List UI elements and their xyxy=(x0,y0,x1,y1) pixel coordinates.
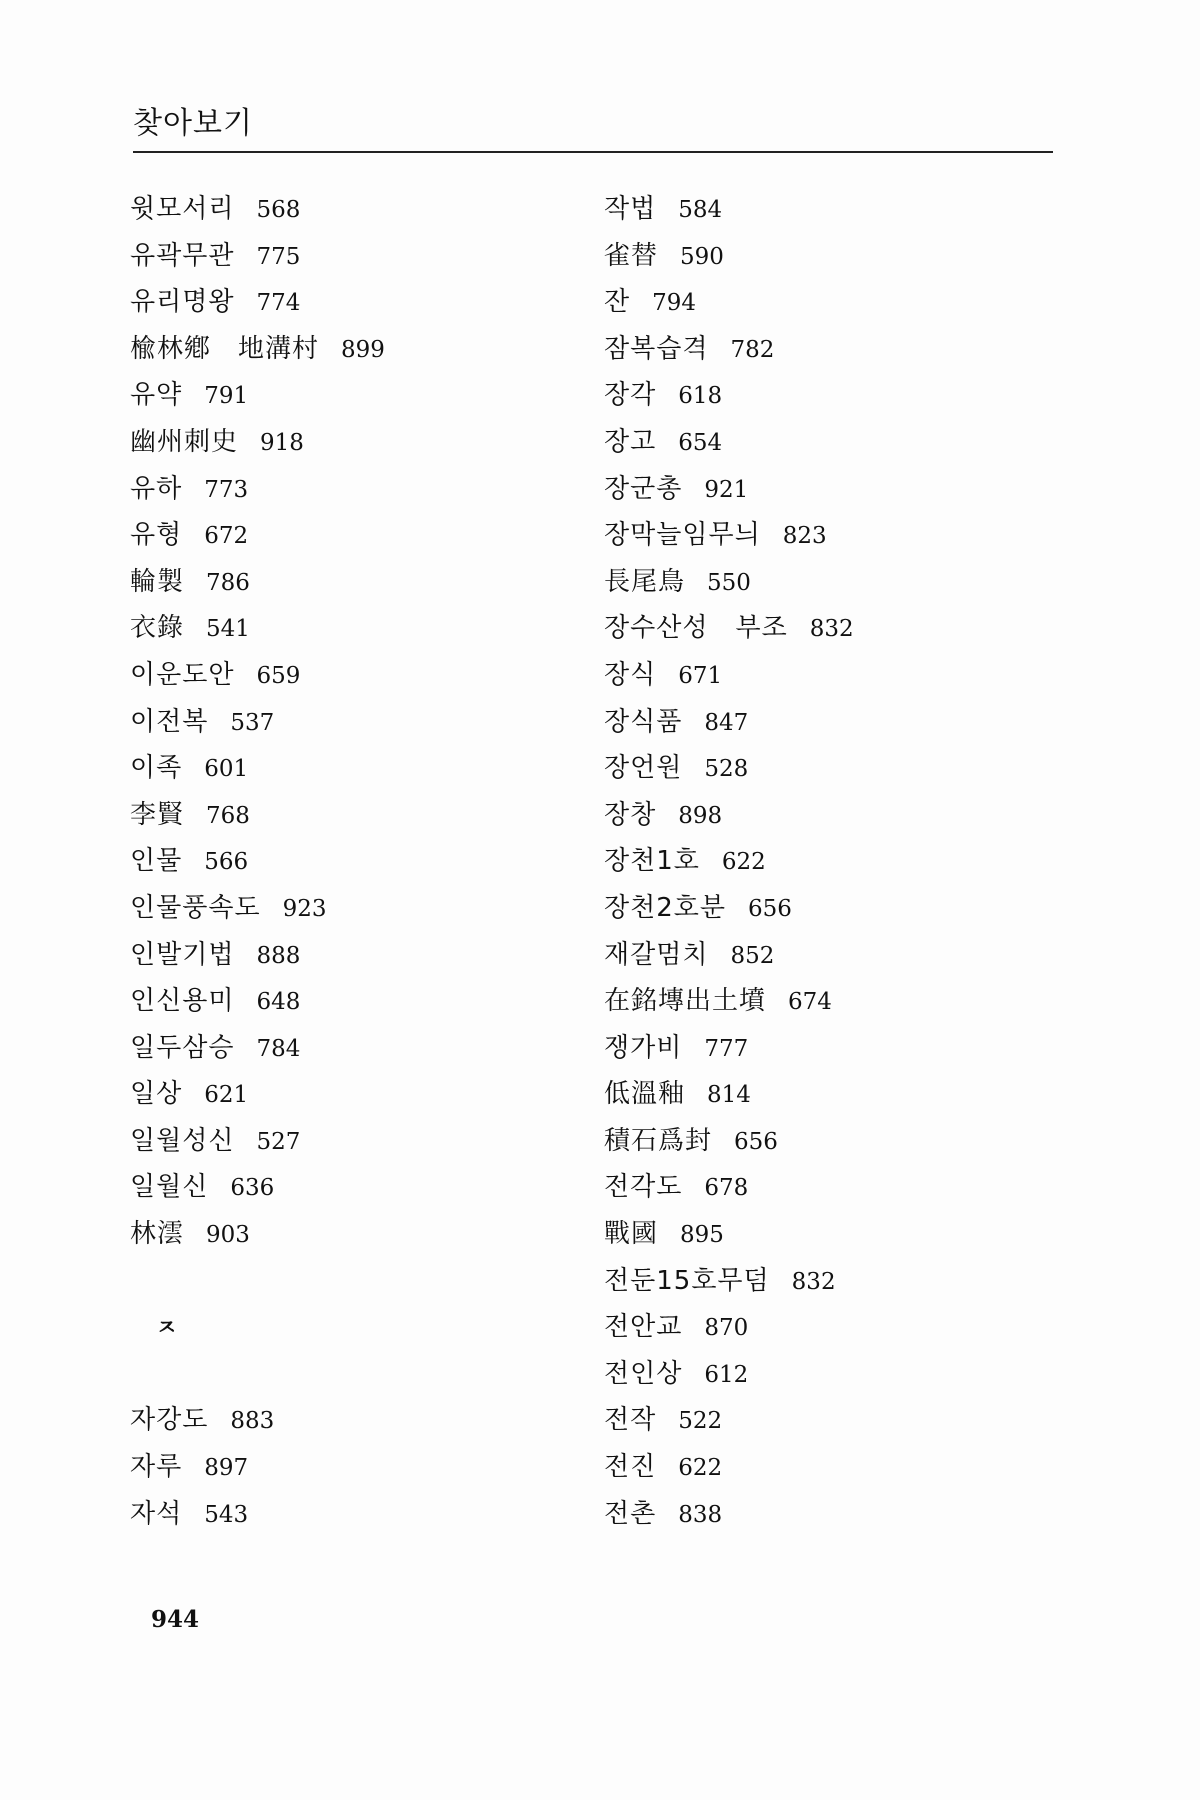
index-column-left xyxy=(130,186,570,1537)
index-page-ref: 618 xyxy=(678,383,723,410)
index-entry xyxy=(604,1444,1084,1491)
index-entry xyxy=(604,652,1084,699)
index-entry xyxy=(130,932,570,979)
index-page-ref: 832 xyxy=(791,1268,836,1295)
index-term: 장고 xyxy=(604,426,657,457)
index-term: 유하 xyxy=(130,473,183,504)
index-entry xyxy=(604,1491,1084,1538)
index-entry xyxy=(604,699,1084,746)
index-page-ref: 791 xyxy=(204,383,249,410)
index-entry xyxy=(130,326,570,373)
index-term: 유형 xyxy=(130,520,183,551)
index-term: 전촌 xyxy=(604,1498,657,1529)
index-entry xyxy=(604,1164,1084,1211)
index-term: 인발기법 xyxy=(130,939,235,970)
index-page-ref: 568 xyxy=(256,197,301,223)
index-page-ref: 773 xyxy=(204,476,249,503)
index-entry xyxy=(604,792,1084,839)
index-page-ref: 921 xyxy=(704,476,749,503)
index-entry xyxy=(130,652,570,699)
index-term: 쟁가비 xyxy=(604,1032,683,1063)
index-entry xyxy=(604,1071,1084,1118)
index-page-ref: 774 xyxy=(256,290,301,317)
index-page-ref: 541 xyxy=(206,616,250,643)
index-entry xyxy=(130,233,570,280)
index-term: 장수산성 부조 xyxy=(604,613,788,644)
index-term: 재갈멈치 xyxy=(604,939,709,970)
index-term: 장천1호 xyxy=(604,846,700,877)
index-term: 유약 xyxy=(130,380,183,411)
index-entry xyxy=(604,279,1084,326)
index-term: 雀替 xyxy=(604,240,659,271)
index-page-ref: 888 xyxy=(256,942,301,969)
index-column-right xyxy=(604,186,1084,1537)
index-page-ref: 674 xyxy=(788,989,832,1016)
index-term: 인신용미 xyxy=(130,986,235,1017)
index-entry xyxy=(604,1397,1084,1444)
index-page-ref: 903 xyxy=(206,1222,250,1249)
index-page-ref: 659 xyxy=(256,662,301,689)
index-term: 楡林鄕 地溝村 xyxy=(130,333,320,364)
index-page-ref: 622 xyxy=(678,1455,723,1482)
index-page-ref: 895 xyxy=(680,1222,724,1249)
index-section-heading xyxy=(130,1304,570,1351)
index-term: 유리명왕 xyxy=(130,287,235,318)
index-term: 윗모서리 xyxy=(130,194,235,224)
index-entry xyxy=(604,559,1084,606)
index-entry xyxy=(130,1118,570,1165)
index-entry xyxy=(604,745,1084,792)
index-page-ref: 648 xyxy=(256,989,301,1016)
index-term: 이족 xyxy=(130,753,183,784)
index-entry xyxy=(604,1304,1084,1351)
index-entry xyxy=(604,233,1084,280)
index-page-ref: 543 xyxy=(204,1501,249,1528)
index-entry xyxy=(604,186,1084,233)
index-page-ref: 782 xyxy=(730,336,775,363)
index-entry xyxy=(130,279,570,326)
index-term: 장언원 xyxy=(604,753,683,784)
index-entry xyxy=(130,1444,570,1491)
index-entry xyxy=(130,1164,570,1211)
index-entry xyxy=(130,1397,570,1444)
page-number: 944 xyxy=(151,1606,200,1633)
index-term: 輪製 xyxy=(130,566,185,597)
index-page-ref: 656 xyxy=(734,1128,778,1155)
index-entry xyxy=(130,1491,570,1538)
index-page-ref: 897 xyxy=(204,1455,249,1482)
index-entry xyxy=(604,978,1084,1025)
header-rule xyxy=(133,151,1053,153)
index-page-ref: 870 xyxy=(704,1315,749,1342)
index-entry xyxy=(130,512,570,559)
index-page-ref: 672 xyxy=(204,523,249,550)
index-entry xyxy=(130,838,570,885)
index-term: 일상 xyxy=(130,1079,183,1110)
index-page-ref: 622 xyxy=(721,849,766,876)
index-entry xyxy=(130,978,570,1025)
index-page-ref: 899 xyxy=(341,336,385,363)
index-page-ref: 636 xyxy=(230,1175,275,1202)
index-term: 일두삼승 xyxy=(130,1032,235,1063)
index-page-ref: 671 xyxy=(678,662,723,689)
index-term: 林澐 xyxy=(130,1219,185,1250)
index-entry xyxy=(604,1025,1084,1072)
index-term: 전각도 xyxy=(604,1172,683,1203)
index-entry xyxy=(604,1351,1084,1398)
index-term: 장군총 xyxy=(604,473,683,504)
index-page-ref: 794 xyxy=(652,290,697,317)
index-term: 전인상 xyxy=(604,1358,683,1389)
index-page-ref: 847 xyxy=(704,709,749,736)
index-spacer xyxy=(130,1258,570,1305)
index-entry xyxy=(604,1258,1084,1305)
index-term: 長尾鳥 xyxy=(604,566,686,597)
index-entry xyxy=(130,186,570,233)
index-page-ref: 784 xyxy=(256,1035,301,1062)
index-term: 이운도안 xyxy=(130,659,235,690)
index-term: 장식품 xyxy=(604,706,683,737)
index-page-ref: 852 xyxy=(730,942,775,969)
index-page-ref: 528 xyxy=(704,756,749,783)
index-term: 장식 xyxy=(604,659,657,690)
index-page-ref: 786 xyxy=(206,569,250,596)
index-term: 인물풍속도 xyxy=(130,892,261,923)
index-page-ref: 537 xyxy=(230,709,275,736)
index-term: 자루 xyxy=(130,1452,183,1483)
index-page-ref: 654 xyxy=(678,429,723,456)
index-term: 자석 xyxy=(130,1498,183,1529)
index-page-ref: 621 xyxy=(204,1082,249,1109)
index-page-ref: 832 xyxy=(809,616,854,643)
index-entry xyxy=(130,419,570,466)
index-entry xyxy=(130,699,570,746)
index-entry xyxy=(604,326,1084,373)
index-term: 전둔15호무덤 xyxy=(604,1265,770,1296)
index-entry xyxy=(130,1071,570,1118)
index-page-ref: 550 xyxy=(707,569,751,596)
index-page-ref: 883 xyxy=(230,1408,275,1435)
index-spacer xyxy=(130,1351,570,1398)
index-page-ref: 522 xyxy=(678,1408,723,1435)
index-term: 장막늘임무늬 xyxy=(604,520,761,551)
index-page-ref: 612 xyxy=(704,1361,749,1388)
index-term: 작법 xyxy=(604,194,657,224)
index-page-ref: 601 xyxy=(204,756,249,783)
index-entry xyxy=(130,1211,570,1258)
index-page-ref: 838 xyxy=(678,1501,723,1528)
index-page-ref: 527 xyxy=(256,1128,301,1155)
index-term: 잠복습격 xyxy=(604,333,709,364)
index-page-ref: 923 xyxy=(282,895,327,922)
index-entry xyxy=(604,605,1084,652)
index-entry xyxy=(604,466,1084,513)
index-term: 積石爲封 xyxy=(604,1125,713,1156)
section-letter: ㅈ xyxy=(156,1316,179,1342)
index-term: 전안교 xyxy=(604,1312,683,1343)
index-entry xyxy=(130,372,570,419)
index-term: 低溫釉 xyxy=(604,1079,686,1110)
index-page-ref: 823 xyxy=(782,523,827,550)
index-entry xyxy=(604,932,1084,979)
index-entry xyxy=(130,1025,570,1072)
index-page-ref: 918 xyxy=(260,429,304,456)
index-term: 장각 xyxy=(604,380,657,411)
index-term: 장천2호분 xyxy=(604,892,727,923)
index-term: 전작 xyxy=(604,1405,657,1436)
index-term: 자강도 xyxy=(130,1405,209,1436)
index-term: 일월신 xyxy=(130,1172,209,1203)
index-entry xyxy=(604,372,1084,419)
index-term: 장창 xyxy=(604,799,657,830)
index-entry xyxy=(130,745,570,792)
index-page-ref: 584 xyxy=(678,197,723,223)
index-entry xyxy=(604,885,1084,932)
index-entry xyxy=(130,605,570,652)
index-entry xyxy=(604,419,1084,466)
index-term: 이전복 xyxy=(130,706,209,737)
running-head-title: 찾아보기 xyxy=(133,106,253,141)
index-term: 유곽무관 xyxy=(130,240,235,271)
index-page-ref: 590 xyxy=(680,243,724,270)
index-term: 李賢 xyxy=(130,799,185,830)
index-page-ref: 777 xyxy=(704,1035,749,1062)
index-entry xyxy=(604,838,1084,885)
index-page-ref: 768 xyxy=(206,802,250,829)
index-term: 衣錄 xyxy=(130,613,185,644)
index-entry xyxy=(604,512,1084,559)
index-entry xyxy=(130,792,570,839)
index-term: 일월성신 xyxy=(130,1125,235,1156)
index-page-ref: 566 xyxy=(204,849,249,876)
index-page-ref: 775 xyxy=(256,243,301,270)
index-term: 인물 xyxy=(130,846,183,877)
index-entry xyxy=(130,885,570,932)
index-page-ref: 814 xyxy=(707,1082,751,1109)
index-page-ref: 678 xyxy=(704,1175,749,1202)
index-term: 在銘塼出土墳 xyxy=(604,986,767,1017)
index-entry xyxy=(130,466,570,513)
index-term: 전진 xyxy=(604,1452,657,1483)
index-page-ref: 898 xyxy=(678,802,723,829)
index-entry xyxy=(130,559,570,606)
index-term: 幽州刺史 xyxy=(130,426,239,457)
index-entry xyxy=(604,1118,1084,1165)
index-term: 잔 xyxy=(604,287,631,318)
index-entry xyxy=(604,1211,1084,1258)
index-page-ref: 656 xyxy=(748,895,792,922)
index-term: 戰國 xyxy=(604,1219,659,1250)
